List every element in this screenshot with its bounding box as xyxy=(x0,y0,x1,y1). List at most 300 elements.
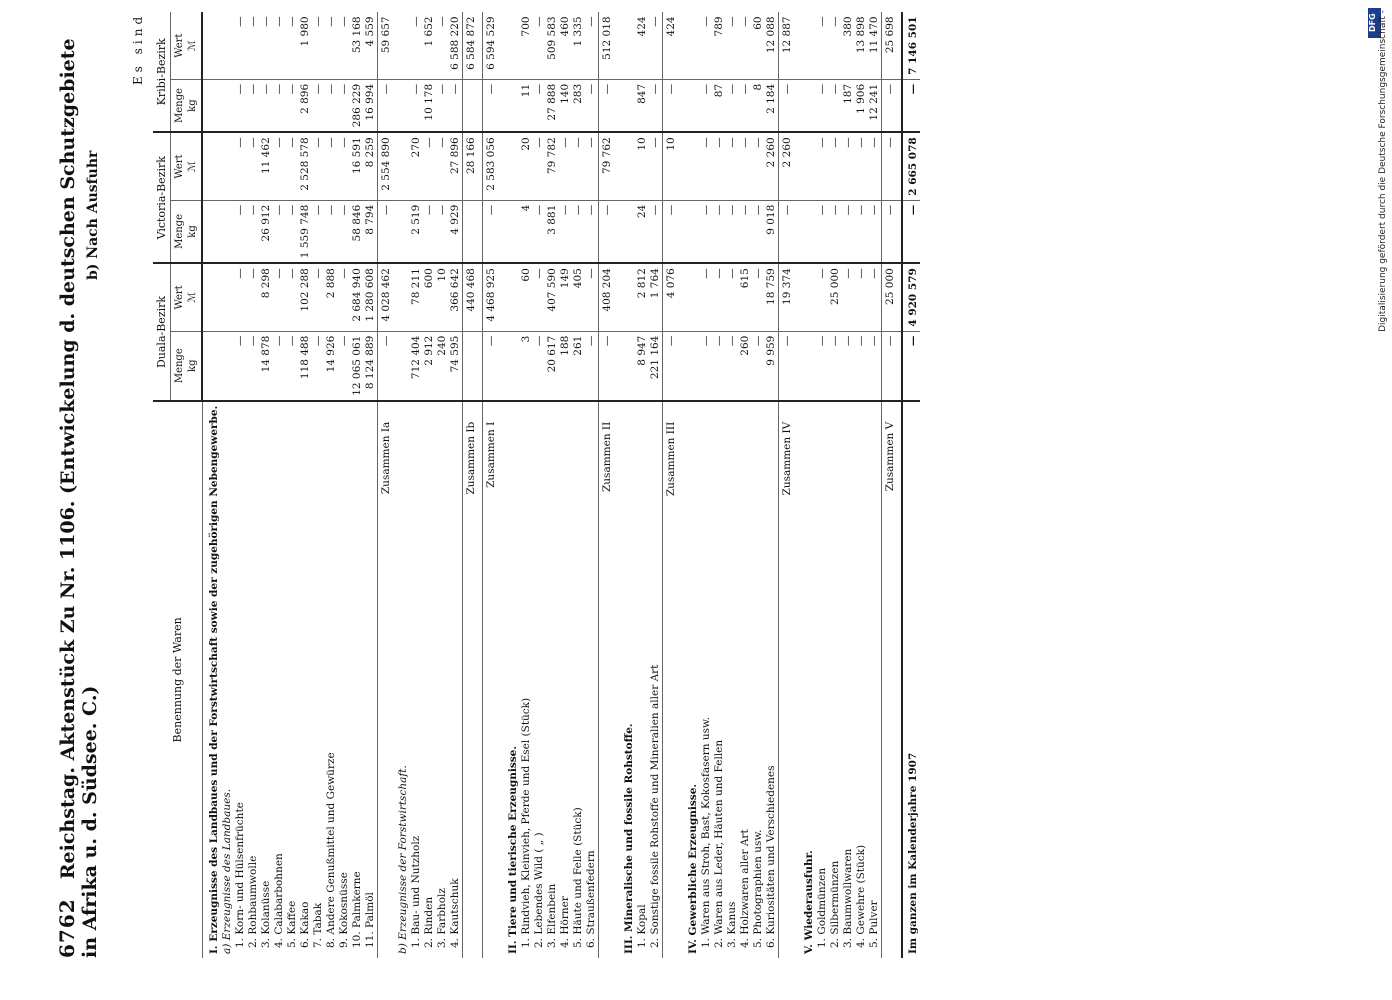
wert-cell: 10 xyxy=(636,132,649,200)
goods-name-cell: 9. Kokosnüsse xyxy=(338,401,351,958)
menge-cell: 847 xyxy=(636,79,649,132)
wert-cell: 10 xyxy=(436,263,449,331)
wert-cell: — xyxy=(273,263,286,331)
menge-cell: 260 xyxy=(739,331,752,401)
goods-name-cell: 3. Kolanüsse xyxy=(260,401,273,958)
menge-cell: — xyxy=(286,79,299,132)
menge-cell xyxy=(618,79,636,132)
goods-name-cell: 2. Silbermünzen xyxy=(829,401,842,958)
menge-cell: 283 xyxy=(572,79,585,132)
menge-cell: 12 241 xyxy=(868,79,882,132)
menge-cell: 1 559 748 xyxy=(299,200,312,263)
menge-cell xyxy=(397,200,410,263)
menge-header: Menge kg xyxy=(171,331,203,401)
wert-cell: 4 076 xyxy=(662,263,682,331)
wert-cell xyxy=(397,12,410,79)
wert-cell: 424 xyxy=(662,12,682,79)
menge-cell: — xyxy=(700,200,713,263)
goods-name-cell: 8. Andere Genußmittel und Gewürze xyxy=(325,401,338,958)
menge-cell: 3 xyxy=(520,331,533,401)
goods-name-cell: Zusammen I xyxy=(482,401,502,958)
goods-name-cell: 3. Baumwollwaren xyxy=(842,401,855,958)
menge-cell xyxy=(462,200,482,263)
wert-cell: 2 528 578 xyxy=(299,132,312,200)
wert-cell xyxy=(202,12,221,79)
menge-cell: — xyxy=(286,200,299,263)
rotated-page-content xyxy=(31,0,1351,1000)
section-heading-row xyxy=(502,12,520,958)
table-row xyxy=(436,12,449,958)
menge-cell: 16 994 xyxy=(364,79,378,132)
wert-cell: — xyxy=(325,132,338,200)
wert-cell: 460 xyxy=(558,16,571,37)
menge-cell: — xyxy=(842,200,855,263)
wert-cell: 4 559 xyxy=(363,16,376,47)
goods-name-cell: 7. Tabak xyxy=(312,401,325,958)
watermark-text: Digitalisierung gefördert durch die Deutsche Forschungsgemeinschaft - xyxy=(1378,10,1388,332)
wert-cell xyxy=(221,12,234,79)
wert-cell: — xyxy=(338,263,351,331)
menge-cell: — xyxy=(273,200,286,263)
table-row xyxy=(338,12,351,958)
wert-cell: 700 xyxy=(519,16,532,37)
wert-cell: 16 591 xyxy=(351,132,364,200)
wert-cell: 380 xyxy=(841,16,854,37)
menge-cell: 712 404 xyxy=(410,331,423,401)
menge-cell: 221 164 xyxy=(649,331,663,401)
wert-header: Wert ℳ xyxy=(171,12,203,79)
wert-cell: — xyxy=(286,132,299,200)
subtotal-row xyxy=(598,12,618,958)
menge-cell: — xyxy=(881,331,902,401)
wert-cell: 19 374 xyxy=(778,263,798,331)
table-row xyxy=(299,12,312,958)
table-row xyxy=(312,12,325,958)
menge-cell: 20 617 xyxy=(546,331,559,401)
menge-cell: — xyxy=(726,200,739,263)
wert-cell xyxy=(221,132,234,200)
table-row xyxy=(533,12,546,958)
goods-name-cell: 1. Goldmünzen xyxy=(816,401,829,958)
menge-cell: 261 xyxy=(572,331,585,401)
wert-cell: — xyxy=(337,16,350,27)
menge-cell xyxy=(462,331,482,401)
menge-cell: — xyxy=(338,331,351,401)
menge-cell: — xyxy=(377,331,397,401)
table-row xyxy=(572,12,585,958)
page-number: 6762 xyxy=(55,898,79,958)
wert-cell: — xyxy=(829,132,842,200)
menge-cell: 9 959 xyxy=(765,331,779,401)
menge-cell: 14 926 xyxy=(325,331,338,401)
wert-cell xyxy=(502,263,520,331)
table-row xyxy=(855,12,868,958)
goods-name-cell: 5. Photographien usw. xyxy=(752,401,765,958)
menge-cell: 8 794 xyxy=(364,200,378,263)
wert-cell xyxy=(798,132,816,200)
wert-cell: — xyxy=(726,132,739,200)
wert-cell: — xyxy=(738,16,751,27)
wert-cell: — xyxy=(585,263,599,331)
goods-name-cell: Zusammen IV xyxy=(778,401,798,958)
wert-cell: — xyxy=(584,16,597,27)
wert-cell: — xyxy=(726,263,739,331)
menge-cell: — xyxy=(585,200,599,263)
menge-cell: — xyxy=(662,79,682,132)
wert-cell: 1 980 xyxy=(298,16,311,47)
menge-cell: — xyxy=(449,79,463,132)
goods-name-cell: 2. Waren aus Leder, Häuten und Fellen xyxy=(713,401,726,958)
menge-cell: — xyxy=(598,79,618,132)
wert-cell: 8 259 xyxy=(364,132,378,200)
wert-cell: 1 764 xyxy=(649,263,663,331)
wert-cell: — xyxy=(816,263,829,331)
wert-cell: 1 280 608 xyxy=(364,263,378,331)
goods-name-cell: a) Erzeugnisse des Landbaues. xyxy=(221,401,234,958)
table-row xyxy=(842,12,855,958)
menge-cell xyxy=(221,200,234,263)
menge-cell: — xyxy=(881,79,902,132)
menge-cell: — xyxy=(273,79,286,132)
menge-cell: — xyxy=(482,331,502,401)
goods-name-cell: Zusammen II xyxy=(598,401,618,958)
section-heading-row xyxy=(798,12,816,958)
table-row xyxy=(752,12,765,958)
menge-cell: — xyxy=(649,79,663,132)
wert-cell xyxy=(202,263,221,331)
district-kribi-header: Kribi-Bezirk xyxy=(153,12,171,132)
menge-cell: — xyxy=(816,331,829,401)
menge-cell: — xyxy=(559,200,572,263)
goods-name-cell: I. Erzeugnisse des Landbaues und der Forstwirtschaft sowie der zugehörigen Nebengewerbe. xyxy=(202,401,221,958)
menge-cell xyxy=(618,200,636,263)
menge-cell: — xyxy=(247,200,260,263)
menge-cell: — xyxy=(752,200,765,263)
subtotal-row xyxy=(377,12,397,958)
menge-cell: — xyxy=(855,200,868,263)
menge-cell: — xyxy=(423,200,436,263)
table-row xyxy=(649,12,663,958)
wert-cell xyxy=(682,12,700,79)
wert-cell: 79 762 xyxy=(598,132,618,200)
menge-cell: 11 xyxy=(520,79,533,132)
wert-cell: 59 657 xyxy=(377,12,397,79)
wert-cell: — xyxy=(338,132,351,200)
wert-cell: 1 335 xyxy=(571,16,584,47)
wert-cell: 102 288 xyxy=(299,263,312,331)
wert-cell: 20 xyxy=(520,132,533,200)
menge-cell: 4 929 xyxy=(449,200,463,263)
wert-cell: — xyxy=(868,263,882,331)
table-row xyxy=(260,12,273,958)
wert-cell: 79 782 xyxy=(546,132,559,200)
menge-cell: — xyxy=(598,200,618,263)
goods-name-cell: Im ganzen im Kalenderjahre 1907 xyxy=(902,401,920,958)
menge-cell: — xyxy=(377,79,397,132)
table-row xyxy=(713,12,726,958)
subtotal-row xyxy=(482,12,502,958)
digitization-watermark xyxy=(1378,10,1392,390)
goods-name-header: Benennung der Waren xyxy=(153,401,202,958)
table-row xyxy=(868,12,882,958)
wert-cell: 8 298 xyxy=(260,263,273,331)
wert-cell: — xyxy=(532,16,545,27)
menge-cell xyxy=(502,331,520,401)
wert-cell: 440 468 xyxy=(462,263,482,331)
wert-cell: — xyxy=(828,16,841,27)
wert-cell: 11 470 xyxy=(867,16,880,54)
goods-name-cell: 4. Gewehre (Stück) xyxy=(855,401,868,958)
goods-name-cell: 6. Kakao xyxy=(299,401,312,958)
wert-cell: — xyxy=(286,263,299,331)
section-heading-row xyxy=(202,12,221,958)
table-row xyxy=(739,12,752,958)
wert-cell: 4 468 925 xyxy=(482,263,502,331)
wert-cell: 407 590 xyxy=(546,263,559,331)
wert-cell: 27 896 xyxy=(449,132,463,200)
goods-name-cell: 4. Calabarbohnen xyxy=(273,401,286,958)
menge-cell: 24 xyxy=(636,200,649,263)
menge-cell xyxy=(221,331,234,401)
wert-cell xyxy=(502,132,520,200)
menge-cell: — xyxy=(247,79,260,132)
menge-cell xyxy=(221,79,234,132)
menge-cell: 27 888 xyxy=(546,79,559,132)
wert-cell xyxy=(618,263,636,331)
wert-cell: 615 xyxy=(739,263,752,331)
district-header-row xyxy=(153,12,171,958)
table-row xyxy=(546,12,559,958)
menge-cell: 3 881 xyxy=(546,200,559,263)
menge-cell: — xyxy=(410,79,423,132)
wert-cell: 6 594 529 xyxy=(482,12,502,79)
wert-cell: 4 920 579 xyxy=(902,263,920,331)
menge-cell: 187 xyxy=(842,79,855,132)
section-heading-row xyxy=(682,12,700,958)
wert-cell: 512 018 xyxy=(598,12,618,79)
menge-cell: — xyxy=(778,79,798,132)
goods-name-cell: 11. Palmöl xyxy=(364,401,378,958)
table-row xyxy=(636,12,649,958)
wert-cell: — xyxy=(247,263,260,331)
table-row xyxy=(559,12,572,958)
wert-cell: 600 xyxy=(423,263,436,331)
menge-cell: — xyxy=(700,79,713,132)
section-heading-row xyxy=(397,12,410,958)
table-row xyxy=(234,12,247,958)
wert-cell: 60 xyxy=(751,16,764,30)
wert-cell xyxy=(798,263,816,331)
wert-cell: — xyxy=(285,16,298,27)
wert-cell: 408 204 xyxy=(598,263,618,331)
menge-cell: 2 912 xyxy=(423,331,436,401)
wert-cell: 28 166 xyxy=(462,132,482,200)
menge-header: Menge kg xyxy=(171,79,203,132)
goods-name-cell: 1. Korn- und Hülsenfrüchte xyxy=(234,401,247,958)
goods-name-cell: II. Tiere und tierische Erzeugnisse. xyxy=(502,401,520,958)
wert-cell: — xyxy=(533,132,546,200)
table-row xyxy=(247,12,260,958)
goods-name-cell: IV. Gewerbliche Erzeugnisse. xyxy=(682,401,700,958)
goods-name-cell: 1. Bau- und Nutzholz xyxy=(410,401,423,958)
table-body xyxy=(202,12,920,958)
menge-cell: 118 488 xyxy=(299,331,312,401)
menge-cell: — xyxy=(829,200,842,263)
wert-cell: — xyxy=(700,132,713,200)
menge-cell: 140 xyxy=(559,79,572,132)
menge-cell xyxy=(397,79,410,132)
wert-cell: — xyxy=(436,132,449,200)
wert-cell: — xyxy=(435,16,448,27)
menge-cell: — xyxy=(662,331,682,401)
wert-cell: 25 698 xyxy=(881,12,902,79)
table-row xyxy=(423,12,436,958)
wert-cell xyxy=(502,12,520,79)
menge-cell: — xyxy=(868,331,882,401)
menge-cell: — xyxy=(778,200,798,263)
menge-cell: 74 595 xyxy=(449,331,463,401)
table-row xyxy=(364,12,378,958)
wert-cell: 270 xyxy=(410,132,423,200)
menge-cell xyxy=(798,331,816,401)
wert-cell: 13 898 xyxy=(854,16,867,54)
menge-cell: 2 519 xyxy=(410,200,423,263)
wert-cell: — xyxy=(311,16,324,27)
wert-cell: 12 887 xyxy=(778,12,798,79)
goods-name-cell: Zusammen Ib xyxy=(462,401,482,958)
wert-cell: — xyxy=(585,132,599,200)
menge-cell: — xyxy=(325,79,338,132)
menge-cell: — xyxy=(234,200,247,263)
menge-cell: — xyxy=(312,79,325,132)
wert-cell: — xyxy=(842,263,855,331)
menge-cell: — xyxy=(902,200,920,263)
menge-cell xyxy=(798,200,816,263)
menge-cell: — xyxy=(533,200,546,263)
menge-cell: — xyxy=(713,200,726,263)
menge-cell: — xyxy=(739,200,752,263)
menge-cell xyxy=(202,200,221,263)
wert-cell xyxy=(397,132,410,200)
goods-name-cell: 4. Hörner xyxy=(559,401,572,958)
menge-cell: — xyxy=(662,200,682,263)
goods-name-cell: 4. Kautschuk xyxy=(449,401,463,958)
wert-cell: 53 168 xyxy=(350,16,363,54)
table-row xyxy=(286,12,299,958)
wert-cell: — xyxy=(816,132,829,200)
dfg-logo: DFG xyxy=(1368,8,1381,38)
goods-name-cell: 5. Häute und Felle (Stück) xyxy=(572,401,585,958)
menge-cell: 2 896 xyxy=(299,79,312,132)
wert-cell: 789 xyxy=(712,16,725,37)
menge-cell: — xyxy=(598,331,618,401)
menge-cell: 8 xyxy=(752,79,765,132)
menge-cell: — xyxy=(739,79,752,132)
wert-cell: 2 260 xyxy=(765,132,779,200)
wert-cell: — xyxy=(312,263,325,331)
table-row xyxy=(325,12,338,958)
wert-cell xyxy=(221,263,234,331)
menge-cell: — xyxy=(338,79,351,132)
table-row xyxy=(273,12,286,958)
wert-cell: — xyxy=(855,132,868,200)
menge-cell: — xyxy=(286,331,299,401)
menge-cell: 4 xyxy=(520,200,533,263)
subtotal-row xyxy=(662,12,682,958)
menge-cell xyxy=(462,79,482,132)
wert-cell: — xyxy=(312,132,325,200)
wert-cell: 12 088 xyxy=(764,16,777,54)
menge-cell: 12 065 061 xyxy=(351,331,364,401)
wert-cell: 2 888 xyxy=(325,263,338,331)
goods-name-cell: 2. Sonstige fossile Rohstoffe und Mineralien aller Art xyxy=(649,401,663,958)
goods-name-cell: 4. Holzwaren aller Art xyxy=(739,401,752,958)
district-victoria-header: Victoria-Bezirk xyxy=(153,132,171,263)
grand-total-row xyxy=(902,12,920,958)
menge-cell: 1 906 xyxy=(855,79,868,132)
wert-cell: 405 xyxy=(572,263,585,331)
menge-cell xyxy=(502,200,520,263)
goods-name-cell: 1. Kopal xyxy=(636,401,649,958)
wert-cell: 6 584 872 xyxy=(462,12,482,79)
menge-cell: 188 xyxy=(559,331,572,401)
menge-cell: — xyxy=(585,79,599,132)
menge-cell: — xyxy=(247,331,260,401)
table-row xyxy=(449,12,463,958)
table-row xyxy=(410,12,423,958)
menge-cell: — xyxy=(816,200,829,263)
goods-name-cell: 2. Rinden xyxy=(423,401,436,958)
goods-name-cell: b) Erzeugnisse der Forstwirtschaft. xyxy=(397,401,410,958)
wert-cell: 25 000 xyxy=(881,263,902,331)
wert-cell: 2 260 xyxy=(778,132,798,200)
menge-cell: — xyxy=(829,79,842,132)
goods-name-cell: 10. Palmkerne xyxy=(351,401,364,958)
wert-cell: — xyxy=(273,132,286,200)
menge-cell: — xyxy=(726,79,739,132)
menge-cell: — xyxy=(436,200,449,263)
menge-cell: — xyxy=(902,79,920,132)
wert-cell: 424 xyxy=(635,16,648,37)
wert-cell xyxy=(202,132,221,200)
goods-name-cell: 6. Kuriositäten und Verschiedenes xyxy=(765,401,779,958)
goods-name-cell: Zusammen V xyxy=(881,401,902,958)
menge-cell xyxy=(682,79,700,132)
menge-cell: — xyxy=(482,79,502,132)
menge-cell: 286 229 xyxy=(351,79,364,132)
wert-cell xyxy=(682,132,700,200)
subtotal-row xyxy=(462,12,482,958)
wert-cell: 6 588 220 xyxy=(448,16,461,70)
table-row xyxy=(520,12,533,958)
wert-cell: 2 665 078 xyxy=(902,132,920,200)
wert-cell: — xyxy=(842,132,855,200)
menge-cell xyxy=(397,331,410,401)
goods-name-cell: Zusammen Ia xyxy=(377,401,397,958)
wert-cell: — xyxy=(423,132,436,200)
goods-name-cell: 1. Rindvieh, Kleinvieh, Pferde und Esel (Stück) xyxy=(520,401,533,958)
wert-cell: 78 211 xyxy=(410,263,423,331)
table-row xyxy=(726,12,739,958)
export-table xyxy=(153,12,920,958)
wert-header: Wert ℳ xyxy=(171,132,203,200)
menge-header: Menge kg xyxy=(171,200,203,263)
menge-cell: — xyxy=(778,331,798,401)
wert-cell: 7 146 501 xyxy=(902,12,920,79)
wert-cell: — xyxy=(233,16,246,27)
subtotal-row xyxy=(881,12,902,958)
wert-cell: — xyxy=(739,132,752,200)
